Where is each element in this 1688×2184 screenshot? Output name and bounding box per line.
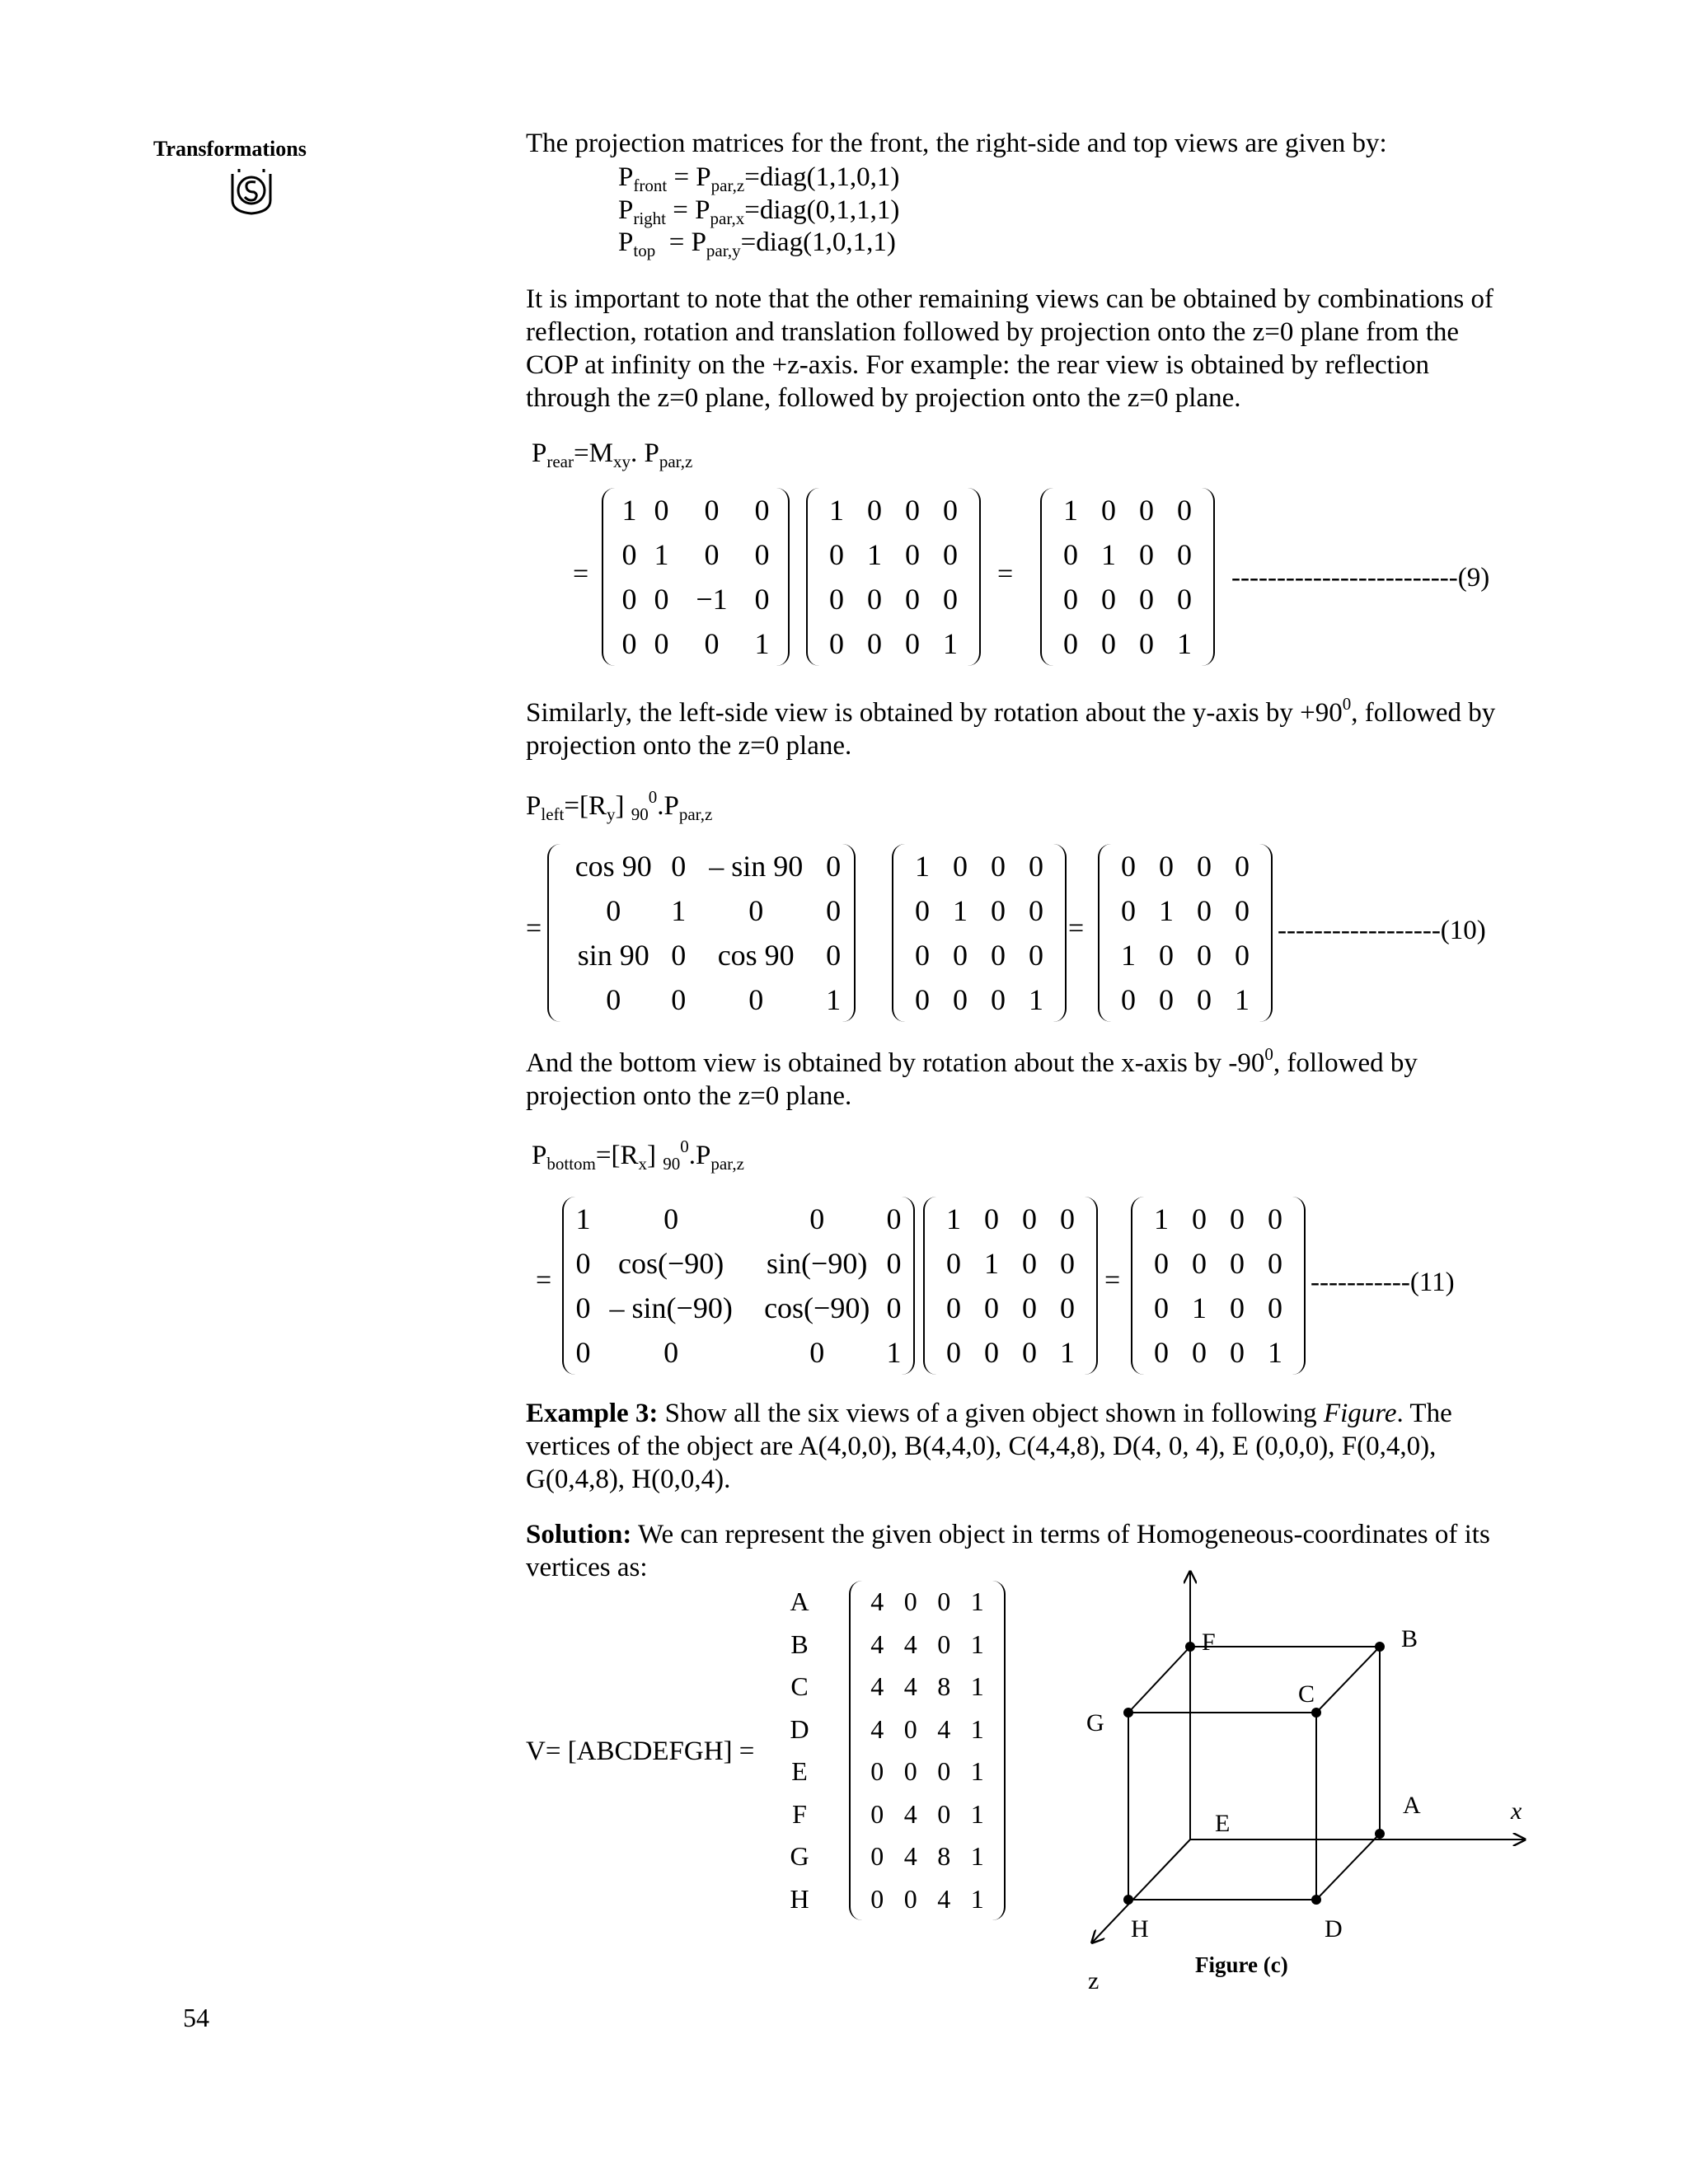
- matrix-cell: 0: [654, 494, 669, 527]
- matrix-row: [559, 844, 844, 888]
- eq10-matrix-projection: [892, 844, 1067, 1022]
- matrix-cell: 1: [970, 1586, 984, 1617]
- matrix-cell: 4: [903, 1798, 917, 1829]
- matrix-cell: 0: [1029, 850, 1043, 883]
- matrix-cell: 0: [937, 1756, 951, 1787]
- matrix-cell: 0: [1192, 1336, 1207, 1369]
- label-A: A: [1403, 1792, 1421, 1819]
- figure-caption: Figure (c): [1195, 1952, 1288, 1977]
- matrix-cell: – sin(−90): [609, 1291, 733, 1324]
- eq10-label: ------------------(10): [1278, 916, 1486, 945]
- matrix-row: [559, 977, 844, 1022]
- matrix-row: [574, 1330, 903, 1375]
- eq10-matrix-rotation: [547, 844, 856, 1022]
- matrix-cell: 0: [1230, 1247, 1245, 1280]
- matrix-cell: 0: [1235, 939, 1250, 972]
- matrix-row: [818, 621, 969, 666]
- matrix-cell: 0: [953, 850, 968, 883]
- matrix-bracket-right: [839, 844, 856, 1022]
- matrix-cell: 1: [671, 894, 687, 927]
- matrix-row: [860, 1624, 994, 1666]
- matrix-cell: 0: [1022, 1247, 1037, 1280]
- matrix-cell: 1: [970, 1841, 984, 1872]
- matrix-cell: 0: [748, 894, 764, 927]
- matrix-cell: 0: [1060, 1202, 1075, 1235]
- matrix-cell: 0: [1230, 1336, 1245, 1369]
- matrix-cell: 0: [654, 583, 669, 616]
- example-3: Example 3: Show all the six views of a given object shown in following Figure. The vertices of the object are A(4,0,0), B(4,4,0), C(4,4,8), D(4, 0, 4), E (0,0,0), F(0,4,0), G(0,4,8), H(0,0,4).: [526, 1399, 1452, 1494]
- matrix-cell: 1: [984, 1247, 999, 1280]
- matrix-cell: 0: [621, 538, 637, 571]
- matrix-cell: 0: [991, 939, 1006, 972]
- matrix-cell: 1: [826, 983, 842, 1016]
- vertex-label: C: [790, 1671, 809, 1701]
- matrix-row: [860, 1878, 994, 1921]
- matrix-row: [1109, 933, 1261, 977]
- label-F: F: [1202, 1629, 1216, 1656]
- vertex-label: D: [790, 1713, 809, 1744]
- matrix-cell: 1: [946, 1202, 961, 1235]
- matrix-cell: 0: [903, 1756, 917, 1787]
- matrix-row: [1109, 888, 1261, 933]
- matrix-row: [903, 977, 1055, 1022]
- matrix-cell: 0: [1022, 1202, 1037, 1235]
- matrix-cell: 0: [1192, 1202, 1207, 1235]
- matrix-cell: 0: [905, 494, 920, 527]
- eq10-equals: =: [526, 913, 542, 944]
- eq10-lhs: $P_{left}=[R_y]$ $_{90}^0.P_{par,z}$: [526, 787, 713, 824]
- matrix-row: [574, 1197, 903, 1241]
- matrix-cell: 0: [829, 627, 844, 660]
- matrix-cell: 4: [870, 1586, 884, 1617]
- matrix-cell: 1: [867, 538, 882, 571]
- matrix-cell: 0: [663, 1336, 679, 1369]
- matrix-cell: 1: [943, 627, 958, 660]
- matrix-cell: sin(−90): [767, 1247, 868, 1280]
- matrix-cell: 0: [1235, 850, 1250, 883]
- matrix-cell: 0: [903, 1586, 917, 1617]
- matrix-cell: 0: [1121, 850, 1136, 883]
- matrix-cell: 0: [754, 494, 770, 527]
- projection-front: $P_{front}$ = $P_{par,z}=diag(1,1,0,1)$: [618, 162, 900, 195]
- eq11-matrix-result: [1131, 1197, 1306, 1375]
- matrix-bracket-right: [989, 1581, 1006, 1920]
- matrix-cell: 1: [1235, 983, 1250, 1016]
- matrix-row: [818, 532, 969, 577]
- projection-top: $P_{top}$ = $P_{par,y}=diag(1,0,1,1)$: [618, 227, 896, 260]
- matrix-cell: 0: [1121, 894, 1136, 927]
- matrix-cell: 4: [903, 1841, 917, 1872]
- matrix-cell: 0: [1177, 538, 1192, 571]
- matrix-cell: 0: [886, 1291, 902, 1324]
- eq10-matrix-result: [1098, 844, 1273, 1022]
- matrix-bracket-right: [1289, 1197, 1306, 1375]
- matrix-cell: 0: [943, 583, 958, 616]
- matrix-cell: 0: [867, 627, 882, 660]
- matrix-cell: 4: [937, 1883, 951, 1914]
- matrix-cell: 0: [1022, 1291, 1037, 1324]
- matrix-bracket-right: [1050, 844, 1067, 1022]
- matrix-cell: 0: [1101, 583, 1116, 616]
- matrix-cell: 0: [915, 939, 930, 972]
- matrix-row: [613, 488, 778, 532]
- eq11-equals: =: [536, 1265, 552, 1296]
- matrix-cell: 0: [826, 939, 842, 972]
- matrix-cell: 0: [903, 1883, 917, 1914]
- matrix-cell: 1: [1159, 894, 1174, 927]
- eq11-label: -----------(11): [1311, 1268, 1455, 1297]
- matrix-bracket-right: [964, 488, 981, 666]
- matrix-cell: 1: [970, 1756, 984, 1787]
- matrix-row: [1142, 1197, 1294, 1241]
- matrix-row: [1142, 1330, 1294, 1375]
- matrix-cell: 0: [606, 983, 621, 1016]
- matrix-cell: 0: [870, 1756, 884, 1787]
- matrix-cell: 0: [905, 538, 920, 571]
- matrix-cell: 0: [1139, 627, 1154, 660]
- matrix-cell: 0: [867, 583, 882, 616]
- matrix-cell: 0: [704, 538, 720, 571]
- matrix-cell: 0: [953, 983, 968, 1016]
- matrix-bracket-right: [898, 1197, 915, 1375]
- matrix-cell: 0: [984, 1336, 999, 1369]
- matrix-cell: 8: [937, 1671, 951, 1702]
- matrix-cell: 0: [886, 1202, 902, 1235]
- matrix-cell: 0: [671, 939, 687, 972]
- matrix-cell: 1: [970, 1798, 984, 1829]
- matrix-cell: 0: [809, 1336, 825, 1369]
- label-x: x: [1511, 1797, 1522, 1825]
- matrix-cell: 0: [826, 894, 842, 927]
- eq9-matrix-result: [1040, 488, 1215, 666]
- matrix-cell: 0: [1154, 1336, 1169, 1369]
- vertex-label: B: [790, 1629, 809, 1659]
- label-C: C: [1298, 1680, 1315, 1708]
- vertex-label: F: [792, 1798, 807, 1829]
- matrix-cell: 0: [671, 983, 687, 1016]
- matrix-cell: 1: [970, 1713, 984, 1744]
- matrix-cell: 1: [1101, 538, 1116, 571]
- matrix-cell: 4: [903, 1671, 917, 1702]
- page-number: 54: [183, 2003, 209, 2032]
- matrix-row: [559, 888, 844, 933]
- matrix-bracket-right: [1256, 844, 1273, 1022]
- matrix-cell: 1: [886, 1336, 902, 1369]
- matrix-row: [574, 1241, 903, 1286]
- matrix-cell: 1: [1154, 1202, 1169, 1235]
- matrix-row: [1052, 532, 1203, 577]
- matrix-cell: 0: [829, 583, 844, 616]
- matrix-row: [613, 621, 778, 666]
- matrix-cell: 0: [1121, 983, 1136, 1016]
- matrix-row: [860, 1708, 994, 1751]
- matrix-cell: 0: [953, 939, 968, 972]
- matrix-cell: 0: [1177, 494, 1192, 527]
- matrix-cell: 0: [946, 1247, 961, 1280]
- vertex-matrix: [849, 1581, 1006, 1920]
- matrix-cell: 0: [905, 627, 920, 660]
- matrix-cell: 0: [1063, 583, 1078, 616]
- eq9-equals-2: =: [997, 559, 1014, 589]
- matrix-cell: 0: [1192, 1247, 1207, 1280]
- matrix-cell: 0: [991, 850, 1006, 883]
- matrix-cell: 0: [937, 1629, 951, 1659]
- matrix-cell: 0: [886, 1247, 902, 1280]
- eq9-matrix-projection: [806, 488, 981, 666]
- matrix-row: [818, 577, 969, 621]
- label-G: G: [1086, 1709, 1104, 1736]
- matrix-bracket-right: [773, 488, 790, 666]
- matrix-cell: 1: [1121, 939, 1136, 972]
- eq9-matrix-reflection: [602, 488, 790, 666]
- matrix-row: [860, 1835, 994, 1878]
- cube-figure: [1063, 1562, 1558, 2011]
- matrix-cell: 0: [606, 894, 621, 927]
- label-D: D: [1325, 1915, 1343, 1943]
- matrix-row: [935, 1286, 1086, 1330]
- matrix-cell: 1: [1063, 494, 1078, 527]
- matrix-cell: 0: [1154, 1291, 1169, 1324]
- matrix-cell: 1: [970, 1629, 984, 1659]
- matrix-bracket-right: [1198, 488, 1215, 666]
- matrix-cell: 0: [575, 1336, 591, 1369]
- matrix-cell: 0: [991, 894, 1006, 927]
- matrix-cell: 0: [937, 1586, 951, 1617]
- matrix-cell: 0: [984, 1202, 999, 1235]
- matrix-cell: 0: [663, 1202, 679, 1235]
- matrix-cell: 4: [870, 1713, 884, 1744]
- matrix-cell: 0: [1139, 538, 1154, 571]
- matrix-row: [613, 532, 778, 577]
- matrix-cell: 0: [829, 538, 844, 571]
- matrix-cell: 1: [654, 538, 669, 571]
- matrix-cell: 0: [867, 494, 882, 527]
- label-z: z: [1088, 1967, 1100, 1994]
- matrix-cell: 0: [654, 627, 669, 660]
- matrix-cell: 0: [754, 583, 770, 616]
- eq9-lhs: $P_{rear}=M_{xy}$. $P_{par,z}$: [532, 438, 693, 471]
- cube-edges: [1128, 1647, 1380, 1900]
- matrix-cell: 0: [1197, 894, 1212, 927]
- matrix-cell: 0: [1159, 850, 1174, 883]
- section-title: Transformations: [153, 137, 307, 161]
- label-E: E: [1215, 1810, 1231, 1837]
- matrix-row: [1142, 1241, 1294, 1286]
- matrix-row: [1052, 577, 1203, 621]
- matrix-cell: 0: [991, 983, 1006, 1016]
- eq11-lhs: $P_{bottom}=[R_x]$ $_{90}^0.P_{par,z}$: [532, 1137, 744, 1174]
- matrix-row: [935, 1330, 1086, 1375]
- matrix-cell: 0: [754, 538, 770, 571]
- eq11-equals-2: =: [1104, 1265, 1121, 1296]
- matrix-cell: 0: [1235, 894, 1250, 927]
- matrix-cell: 1: [970, 1883, 984, 1914]
- matrix-cell: 0: [1029, 894, 1043, 927]
- matrix-cell: 1: [829, 494, 844, 527]
- matrix-cell: 0: [905, 583, 920, 616]
- matrix-row: [1109, 844, 1261, 888]
- matrix-cell: 0: [1268, 1202, 1282, 1235]
- matrix-cell: 0: [748, 983, 764, 1016]
- matrix-cell: 0: [870, 1841, 884, 1872]
- vertex-label: E: [791, 1756, 808, 1786]
- matrix-cell: 4: [903, 1629, 917, 1659]
- matrix-row: [818, 488, 969, 532]
- matrix-cell: 0: [903, 1713, 917, 1744]
- matrix-row: [860, 1581, 994, 1624]
- matrix-cell: 0: [1063, 627, 1078, 660]
- vmatrix-lhs: V= [ABCDEFGH] =: [526, 1736, 755, 1766]
- matrix-cell: 0: [621, 583, 637, 616]
- matrix-cell: 0: [826, 850, 842, 883]
- matrix-cell: 0: [946, 1336, 961, 1369]
- matrix-cell: 0: [1139, 583, 1154, 616]
- matrix-cell: −1: [696, 583, 728, 616]
- matrix-cell: 0: [915, 894, 930, 927]
- label-H: H: [1131, 1915, 1149, 1943]
- matrix-cell: 0: [870, 1883, 884, 1914]
- matrix-bracket-right: [1081, 1197, 1098, 1375]
- matrix-row: [1052, 488, 1203, 532]
- matrix-cell: 0: [1159, 983, 1174, 1016]
- matrix-cell: 0: [1197, 850, 1212, 883]
- matrix-cell: cos(−90): [764, 1291, 870, 1324]
- matrix-cell: 0: [1230, 1202, 1245, 1235]
- matrix-cell: 1: [915, 850, 930, 883]
- matrix-cell: sin 90: [577, 939, 649, 972]
- matrix-cell: 0: [704, 494, 720, 527]
- matrix-cell: 1: [953, 894, 968, 927]
- matrix-row: [860, 1666, 994, 1708]
- eq11-matrix-projection: [923, 1197, 1098, 1375]
- matrix-cell: 4: [870, 1671, 884, 1702]
- matrix-cell: cos(−90): [618, 1247, 724, 1280]
- eq9-equals: =: [573, 559, 589, 589]
- matrix-cell: 0: [937, 1798, 951, 1829]
- matrix-cell: 4: [937, 1713, 951, 1744]
- matrix-cell: 1: [621, 494, 637, 527]
- matrix-cell: 0: [1177, 583, 1192, 616]
- matrix-cell: 1: [1060, 1336, 1075, 1369]
- matrix-cell: 1: [1268, 1336, 1282, 1369]
- matrix-cell: 0: [1268, 1247, 1282, 1280]
- matrix-cell: 0: [671, 850, 687, 883]
- matrix-cell: 0: [1060, 1247, 1075, 1280]
- matrix-cell: 8: [937, 1841, 951, 1872]
- matrix-cell: 0: [946, 1291, 961, 1324]
- projection-right: $P_{right}$ = $P_{par,x}=diag(0,1,1,1)$: [618, 195, 900, 228]
- matrix-row: [559, 933, 844, 977]
- matrix-cell: 0: [1101, 627, 1116, 660]
- matrix-row: [935, 1197, 1086, 1241]
- matrix-cell: 1: [575, 1202, 591, 1235]
- vertex-label: H: [790, 1883, 809, 1914]
- matrix-cell: 0: [1022, 1336, 1037, 1369]
- matrix-row: [860, 1793, 994, 1836]
- matrix-row: [1142, 1286, 1294, 1330]
- eq11-matrix-rotation: [562, 1197, 915, 1375]
- matrix-cell: 0: [1029, 939, 1043, 972]
- eq10-equals-2: =: [1068, 913, 1085, 944]
- vertex-labels: [783, 1581, 816, 1920]
- matrix-cell: cos 90: [717, 939, 795, 972]
- matrix-cell: 0: [1060, 1291, 1075, 1324]
- intro-text: The projection matrices for the front, the right-side and top views are given by:: [526, 129, 1387, 158]
- matrix-cell: 4: [870, 1629, 884, 1659]
- matrix-row: [574, 1286, 903, 1330]
- matrix-cell: 0: [621, 627, 637, 660]
- university-logo-icon: [227, 167, 275, 215]
- matrix-cell: 0: [870, 1798, 884, 1829]
- matrix-row: [903, 888, 1055, 933]
- matrix-row: [935, 1241, 1086, 1286]
- matrix-cell: 0: [1101, 494, 1116, 527]
- matrix-cell: 0: [915, 983, 930, 1016]
- vertex-label: A: [790, 1586, 809, 1616]
- matrix-row: [860, 1750, 994, 1793]
- matrix-cell: 0: [575, 1247, 591, 1280]
- paragraph-views: It is important to note that the other remaining views can be obtained by combinations of reflection, rotation and translation followed by projection onto the z=0 plane from the COP at infinity on the +z-axis. For example: the rear view is obtained by reflection through the z=0 plane, followed by projection onto the z=0 plane.: [526, 284, 1493, 413]
- matrix-row: [613, 577, 778, 621]
- matrix-cell: cos 90: [574, 850, 652, 883]
- matrix-cell: – sin 90: [709, 850, 804, 883]
- paragraph-left-view: Similarly, the left-side view is obtained by rotation about the y-axis by $+90^0$, followed by projection onto the z=0 plane.: [526, 694, 1496, 761]
- matrix-cell: 1: [1029, 983, 1043, 1016]
- matrix-cell: 1: [970, 1671, 984, 1702]
- matrix-cell: 0: [1268, 1291, 1282, 1324]
- matrix-row: [903, 844, 1055, 888]
- matrix-cell: 0: [943, 538, 958, 571]
- matrix-cell: 1: [754, 627, 770, 660]
- matrix-row: [903, 933, 1055, 977]
- matrix-cell: 0: [984, 1291, 999, 1324]
- matrix-cell: 0: [943, 494, 958, 527]
- eq9-label: -------------------------(9): [1231, 563, 1490, 593]
- vertex-label: G: [790, 1841, 809, 1871]
- matrix-cell: 0: [1197, 983, 1212, 1016]
- matrix-cell: 0: [1197, 939, 1212, 972]
- label-B: B: [1401, 1625, 1418, 1652]
- matrix-row: [1109, 977, 1261, 1022]
- matrix-cell: 1: [1192, 1291, 1207, 1324]
- matrix-cell: 0: [1159, 939, 1174, 972]
- matrix-cell: 0: [1139, 494, 1154, 527]
- matrix-cell: 0: [1063, 538, 1078, 571]
- matrix-row: [1052, 621, 1203, 666]
- matrix-cell: 1: [1177, 627, 1192, 660]
- matrix-cell: 0: [704, 627, 720, 660]
- paragraph-bottom-view: And the bottom view is obtained by rotation about the x-axis by $-90^0$, followed by projection onto the z=0 plane.: [526, 1044, 1418, 1111]
- matrix-cell: 0: [809, 1202, 825, 1235]
- matrix-cell: 0: [1154, 1247, 1169, 1280]
- solution: Solution: We can represent the given object in terms of Homogeneous-coordinates of its vertices as:: [526, 1520, 1490, 1582]
- matrix-cell: 0: [575, 1291, 591, 1324]
- matrix-cell: 0: [1230, 1291, 1245, 1324]
